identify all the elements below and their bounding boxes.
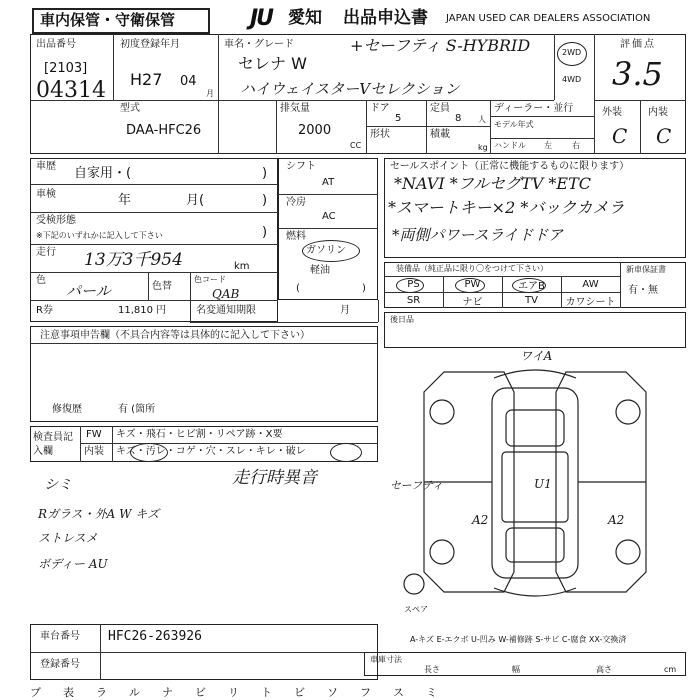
equip-tv: TV [525,294,538,306]
lot-label: 出品番号 [36,39,76,50]
checker-fw: FW [86,429,102,440]
recycle-amount: 11,810 円 [118,305,167,316]
fuel-open: ( [296,283,300,294]
diagram-front-note: ワイA [520,349,553,363]
diagram-spare: スペア [404,605,428,614]
storage-text: 車内保管・守衛保管 [40,11,176,29]
chassis-label: 車台番号 [40,631,80,642]
doors-label: ドア [370,103,390,114]
later-input-block [384,312,686,348]
footer-item: ラ [96,686,107,699]
checker-label: 検査員記入欄 [33,432,73,457]
new-warranty-label: 新車保証書 [626,265,666,274]
shape-label: 形状 [370,129,390,140]
checker-note-4: ストレスメ [38,531,98,545]
size-height: 高さ [596,665,612,674]
checker-fw-items: キズ・飛石・ヒビ割・リペア跡・X要 [116,429,283,440]
chassis-value: HFC26-263926 [108,629,202,644]
checker-int-items: キズ・汚レ・コゲ・穴・スレ・キレ・破レ [116,446,306,457]
drive-2wd: 2WD [562,48,582,57]
color-repaint: 色替 [152,281,172,292]
equipment-label: 装備品（純正品に限り〇をつけて下さい） [396,264,548,273]
score-ext-label: 外装 [602,107,622,118]
notice-label: 名変通知期限 [196,305,256,316]
model-label: 車名・グレード [224,39,294,50]
diagram-a2-left: A2 [472,513,489,527]
mileage-unit: km [234,261,250,272]
equip-airbag: エアB [518,280,545,292]
model-note: +セーフティ S-HYBRID [350,36,531,55]
equip-aw: AW [582,278,599,290]
shift-label: シフト [286,161,316,172]
notice-month: 月 [340,305,350,316]
color-value: パール [66,282,111,300]
diagram-left-note: セーフティ [390,479,444,492]
damage-legend: A-キズ E-エクボ U-凹み W-補修跡 S-サビ C-腐食 XX-交換済 [410,635,627,644]
selling-point-3: *両側パワースライドドア [392,226,563,244]
fuel-label: 燃料 [286,231,306,242]
capacity-label: 定員 [430,103,450,114]
doors-value: 5 [395,113,402,124]
footer-item: 表 [63,686,74,699]
footer-item: ト [261,686,272,699]
type-value: DAA-HFC26 [126,123,202,138]
registration-year: H27 [130,70,163,89]
mileage-label: 走行 [36,247,56,258]
ju-logo: JU [250,6,273,31]
model-grade: ハイウェイスターVセレクション [240,80,460,98]
color-code: QAB [212,287,240,301]
size-width: 幅 [512,665,520,674]
footer-item: ビ [294,686,305,699]
registration-month-unit: 月 [206,89,214,98]
footer-item: リ [228,686,239,699]
later-input-label: 後日品 [390,315,414,324]
capacity-unit: 人 [478,115,486,124]
association-name: JAPAN USED CAR DEALERS ASSOCIATION [446,13,651,24]
load-unit: kg [478,143,488,152]
footer-item: フ [360,686,371,699]
shift-value: AT [322,177,335,188]
org-name: 愛知 [288,8,322,28]
dealer-left: 左 [544,141,552,150]
history-label: 車歴 [36,161,56,172]
equip-pw: PW [464,278,481,290]
capacity-value: 8 [455,113,462,124]
selling-point-1: *NAVI *フルセグTV *ETC [394,174,591,193]
checker-interior: 内装 [84,446,104,457]
displacement-value: 2000 [298,123,332,138]
dealer-right: 右 [572,141,580,150]
equip-ps: PS [407,278,420,290]
equip-navi: ナビ [462,296,483,308]
color-code-label: 色コード [194,275,226,284]
fuel-close: ) [362,283,366,294]
dealer-handle: ハンドル [494,141,526,150]
history-value: 自家用・( [74,166,132,181]
size-block [364,652,686,676]
plate-label: 登録番号 [40,659,80,670]
model-name: セレナ W [238,54,307,73]
registration-month: 04 [180,74,197,89]
repair-label: 修復歴 [52,404,82,415]
displacement-unit: CC [350,141,362,150]
type-label: 型式 [120,103,140,114]
inspection-year: 年 [118,193,132,208]
score-value: 3.5 [612,55,663,93]
equip-leather: カワシート [565,296,616,308]
diagram-a2-right: A2 [608,513,625,527]
form-title: 出品申込書 [343,8,428,28]
selling-point-2: *スマートキー×2 *バックカメラ [388,198,625,217]
diagram-center-note: U1 [534,477,552,491]
displacement-label: 排気量 [280,103,310,114]
new-warranty-value: 有・無 [628,285,658,296]
recycle-label: R券 [36,305,53,316]
inspection-type-note: ※下記のいずれかに記入して下さい [36,231,163,240]
registration-label: 初度登録年月 [120,39,180,50]
load-label: 積載 [430,129,450,140]
selling-points-label: セールスポイント（正常に機能するものに限ります） [390,161,630,172]
score-int-label: 内装 [648,107,668,118]
footer-item: ル [129,686,140,699]
dealer-label: ディーラー・並行 [494,103,574,114]
footer-item: ミ [426,686,437,699]
checker-note-1: シミ [44,477,72,493]
footer-item: ブ [30,686,41,699]
footer-item: ス [393,686,404,699]
history-close: ) [262,166,268,181]
footer-strip [30,684,686,700]
size-length: 長さ [424,665,440,674]
footer-item: ナ [162,686,173,699]
inspection-type-close: ) [262,225,268,240]
checker-note-5: ボディー AU [38,557,108,571]
checker-note-3: Rガラス・外A W キズ [38,507,160,521]
inspection-month: 月( [186,193,205,208]
size-unit: cm [664,665,677,674]
fuel-alt: 軽油 [310,265,330,276]
color-label: 色 [36,275,46,286]
score-ext: C [612,124,628,148]
inspection-label: 車検 [36,189,56,200]
dealer-model-year: モデル年式 [494,120,534,129]
score-int: C [656,124,672,148]
size-label: 車庫寸法 [370,655,402,664]
aircon-value: AC [322,211,336,222]
score-label: 評価点 [620,39,656,50]
attention-label: 注意事項申告欄（不具合内容等は具体的に記入して下さい） [40,330,310,341]
drive-4wd: 4WD [562,75,582,84]
lot-number: 04314 [36,78,106,103]
checker-note-2: 走行時異音 [232,468,317,488]
equip-sr: SR [406,294,421,306]
fuel-value: ガソリン [306,245,346,256]
aircon-label: 冷房 [286,197,306,208]
footer-item: ビ [195,686,206,699]
lot-bracket: [2103] [44,61,88,76]
inspection-close: ) [262,193,268,208]
footer-item: ソ [327,686,338,699]
mileage-value: 13万3千954 [84,250,183,270]
inspection-type-label: 受検形態 [36,215,76,226]
repair-value: 有 (箇所 [118,404,156,415]
